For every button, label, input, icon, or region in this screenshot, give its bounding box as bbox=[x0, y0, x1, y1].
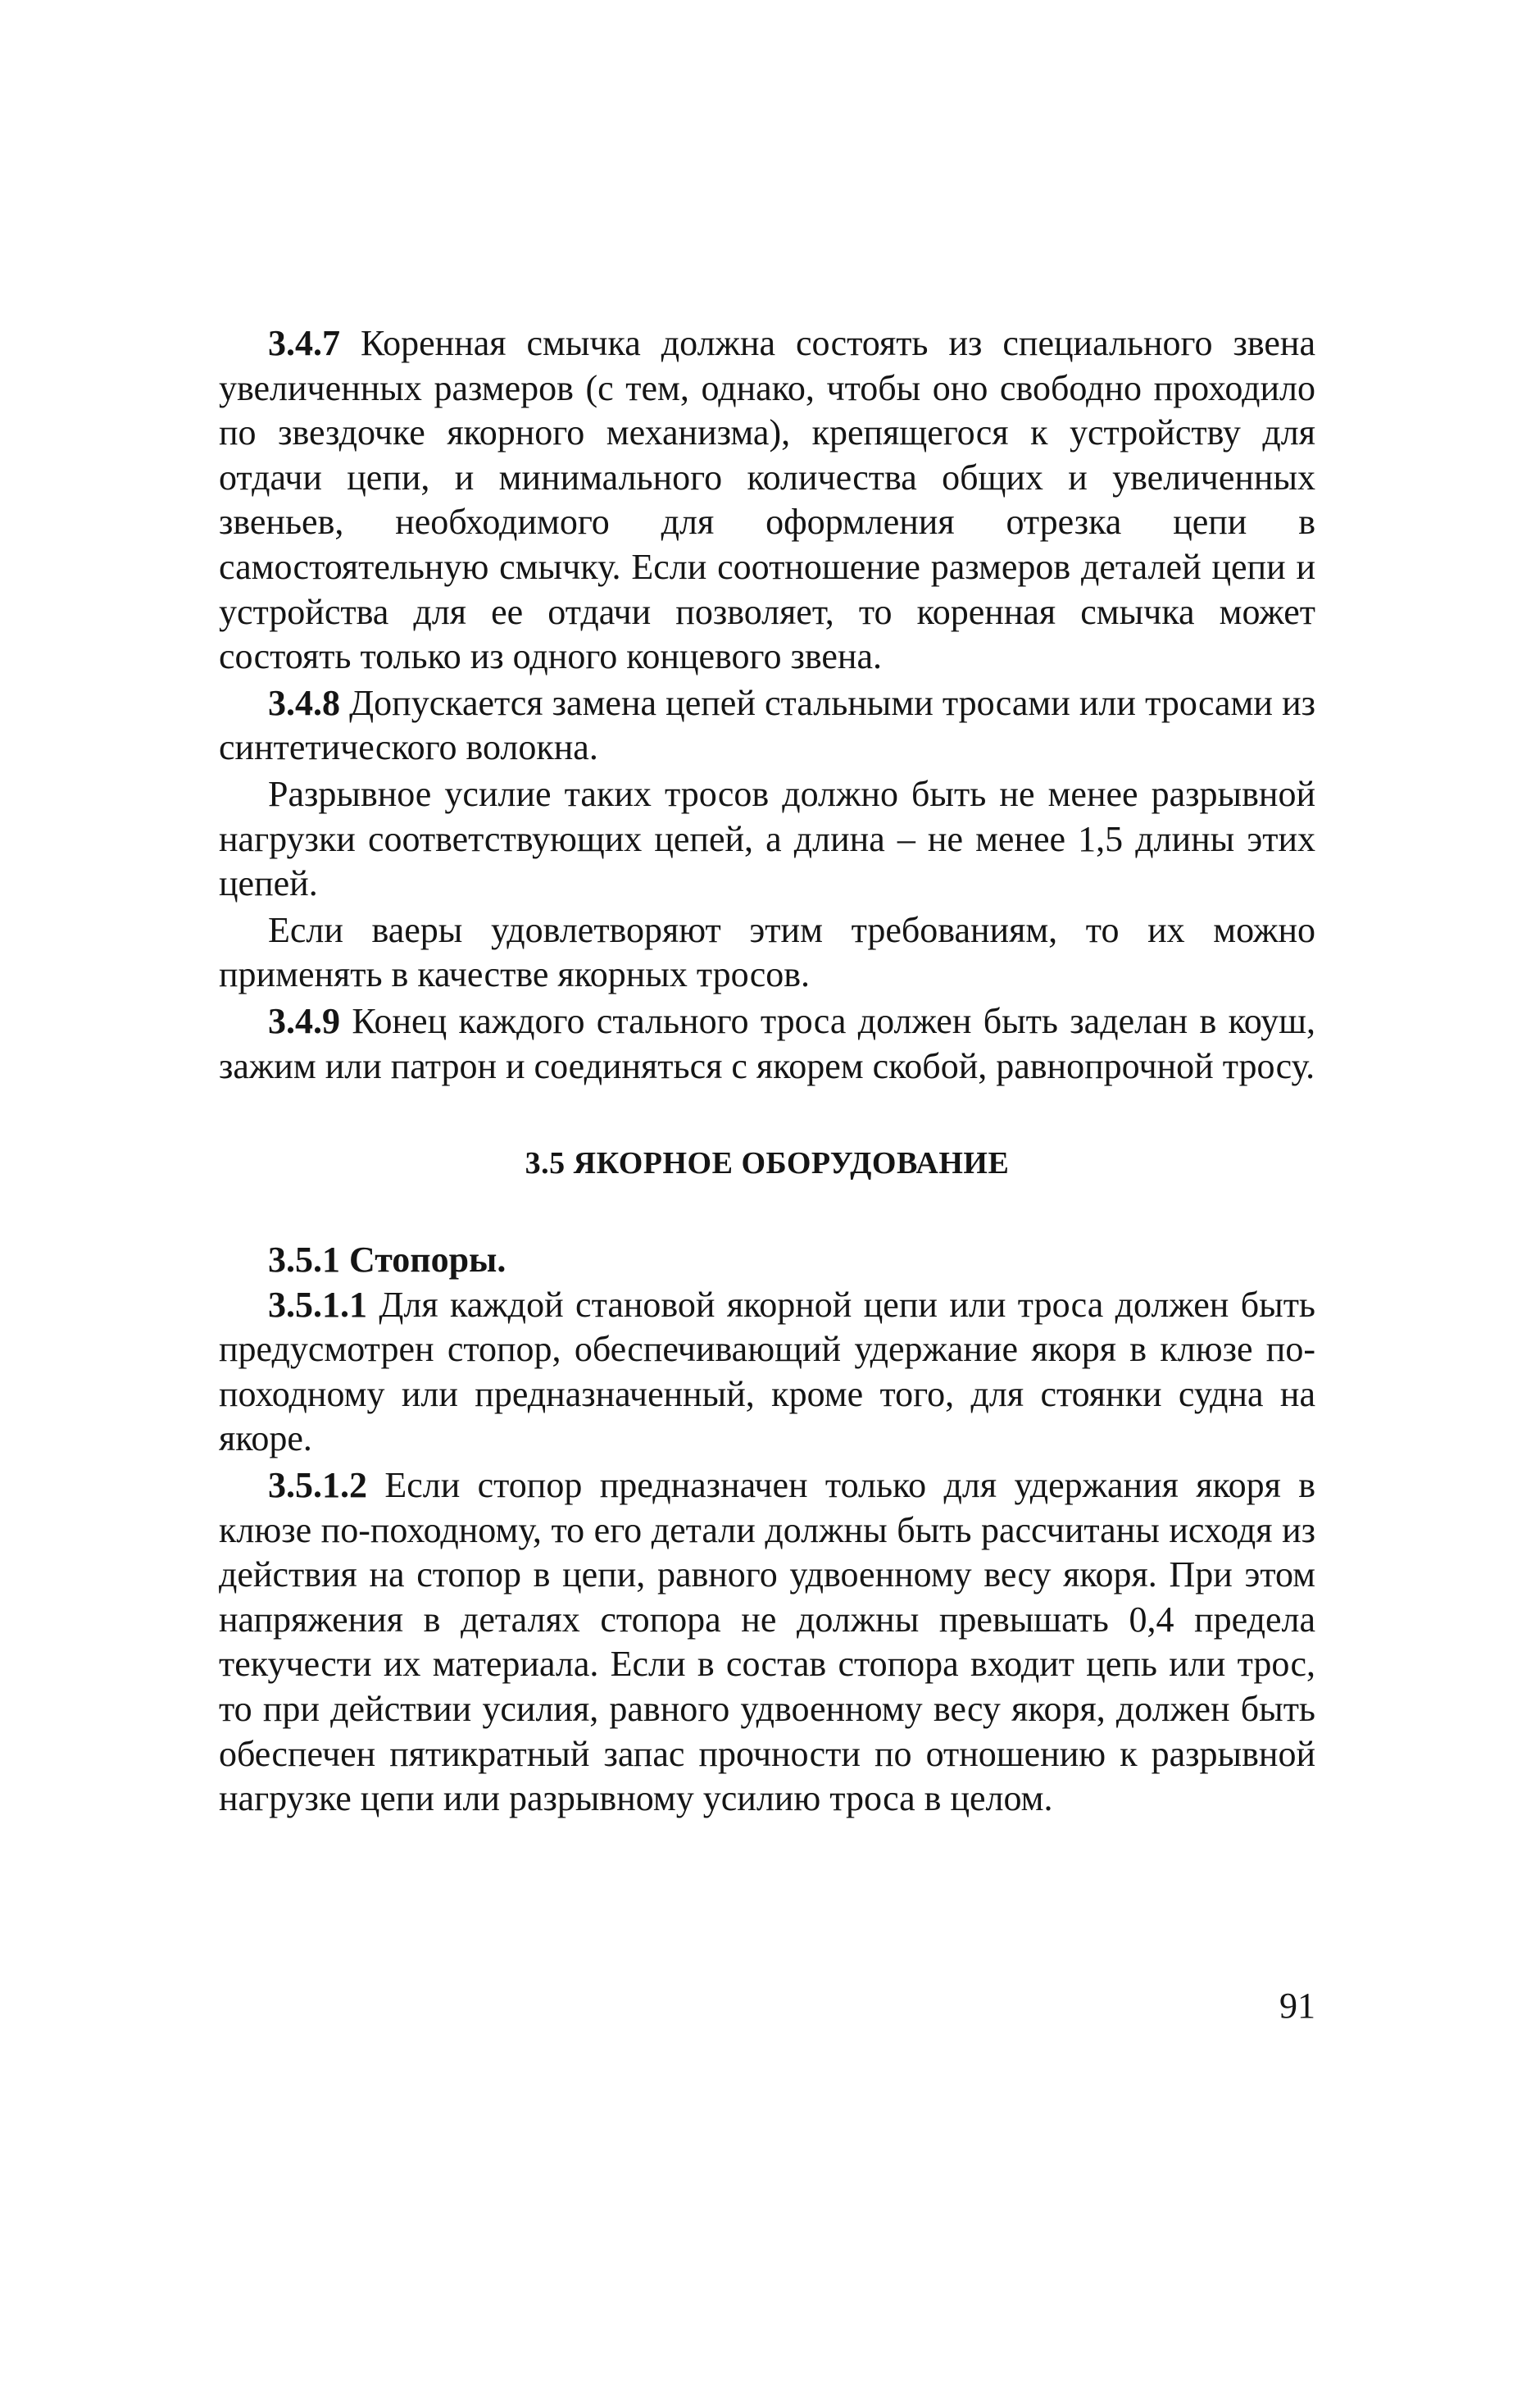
clause-number: 3.5.1.1 bbox=[268, 1284, 367, 1325]
subsection-heading: 3.5.1 Стопоры. bbox=[268, 1240, 507, 1281]
paragraph-text: Для каждой становой якорной цепи или троса должен быть предусмотрен стопор, обеспечивающий удержание якоря в клюзе по-походному или предназначенный, кроме того, для стоянки судна на якоре. bbox=[219, 1284, 1315, 1459]
clause-number: 3.4.9 bbox=[268, 1000, 340, 1041]
paragraph-text: Коренная смычка должна состоять из специального звена увеличенных размеров (с тем, однако, чтобы оно свободно проходило по звездочке якорного механизма), крепящегося к устройству для отдачи цепи, и минимального количества общих и увеличенных звеньев, необходимого для оформления отрезка цепи в самостоятельную смычку. Если соотношение размеров деталей цепи и устройства для ее отдачи позволяет, то коренная смычка может состоять только из одного концевого звена. bbox=[219, 323, 1315, 677]
paragraph-3-4-9 bbox=[219, 999, 1315, 1089]
clause-number: 3.4.7 bbox=[268, 323, 340, 363]
paragraph-3-4-7 bbox=[219, 321, 1315, 680]
paragraph-3-5-1-2 bbox=[219, 1463, 1315, 1822]
section-heading: 3.5 ЯКОРНОЕ ОБОРУДОВАНИЕ bbox=[525, 1146, 1010, 1181]
page-number: 91 bbox=[1279, 1986, 1315, 2026]
paragraph-text: Если ваеры удовлетворяют этим требованиям, то их можно применять в качестве якорных тросов. bbox=[219, 909, 1315, 995]
paragraph-text: Разрывное усилие таких тросов должно быть не менее разрывной нагрузки соответствующих цепей, а длина – не менее 1,5 длины этих цепей. bbox=[219, 773, 1315, 904]
paragraph-3-5-1-1 bbox=[219, 1283, 1315, 1462]
paragraph-text: Допускается замена цепей стальными тросами или тросами из синтетического волокна. bbox=[219, 682, 1315, 768]
paragraph-text: Если стопор предназначен только для удержания якоря в клюзе по-походному, то его детали должны быть рассчитаны исходя из действия на стопор в цепи, равного удвоенному весу якоря. При этом напряжения в деталях стопора не должны превышать 0,4 предела текучести их материала. Если в состав стопора входит цепь или трос, то при действии усилия, равного удвоенному весу якоря, должен быть обеспечен пятикратный запас прочности по отношению к разрывной нагрузке цепи или разрывному усилию троса в целом. bbox=[219, 1465, 1315, 1819]
paragraph-3-4-8 bbox=[219, 681, 1315, 771]
paragraph-warps bbox=[219, 908, 1315, 998]
paragraph-text: Конец каждого стального троса должен быть заделан в коуш, зажим или патрон и соединяться с якорем скобой, равнопрочной тросу. bbox=[219, 1000, 1315, 1086]
page-body bbox=[219, 321, 1315, 1822]
clause-number: 3.4.8 bbox=[268, 682, 340, 723]
paragraph-breaking-force bbox=[219, 772, 1315, 907]
clause-number: 3.5.1.2 bbox=[268, 1465, 367, 1506]
